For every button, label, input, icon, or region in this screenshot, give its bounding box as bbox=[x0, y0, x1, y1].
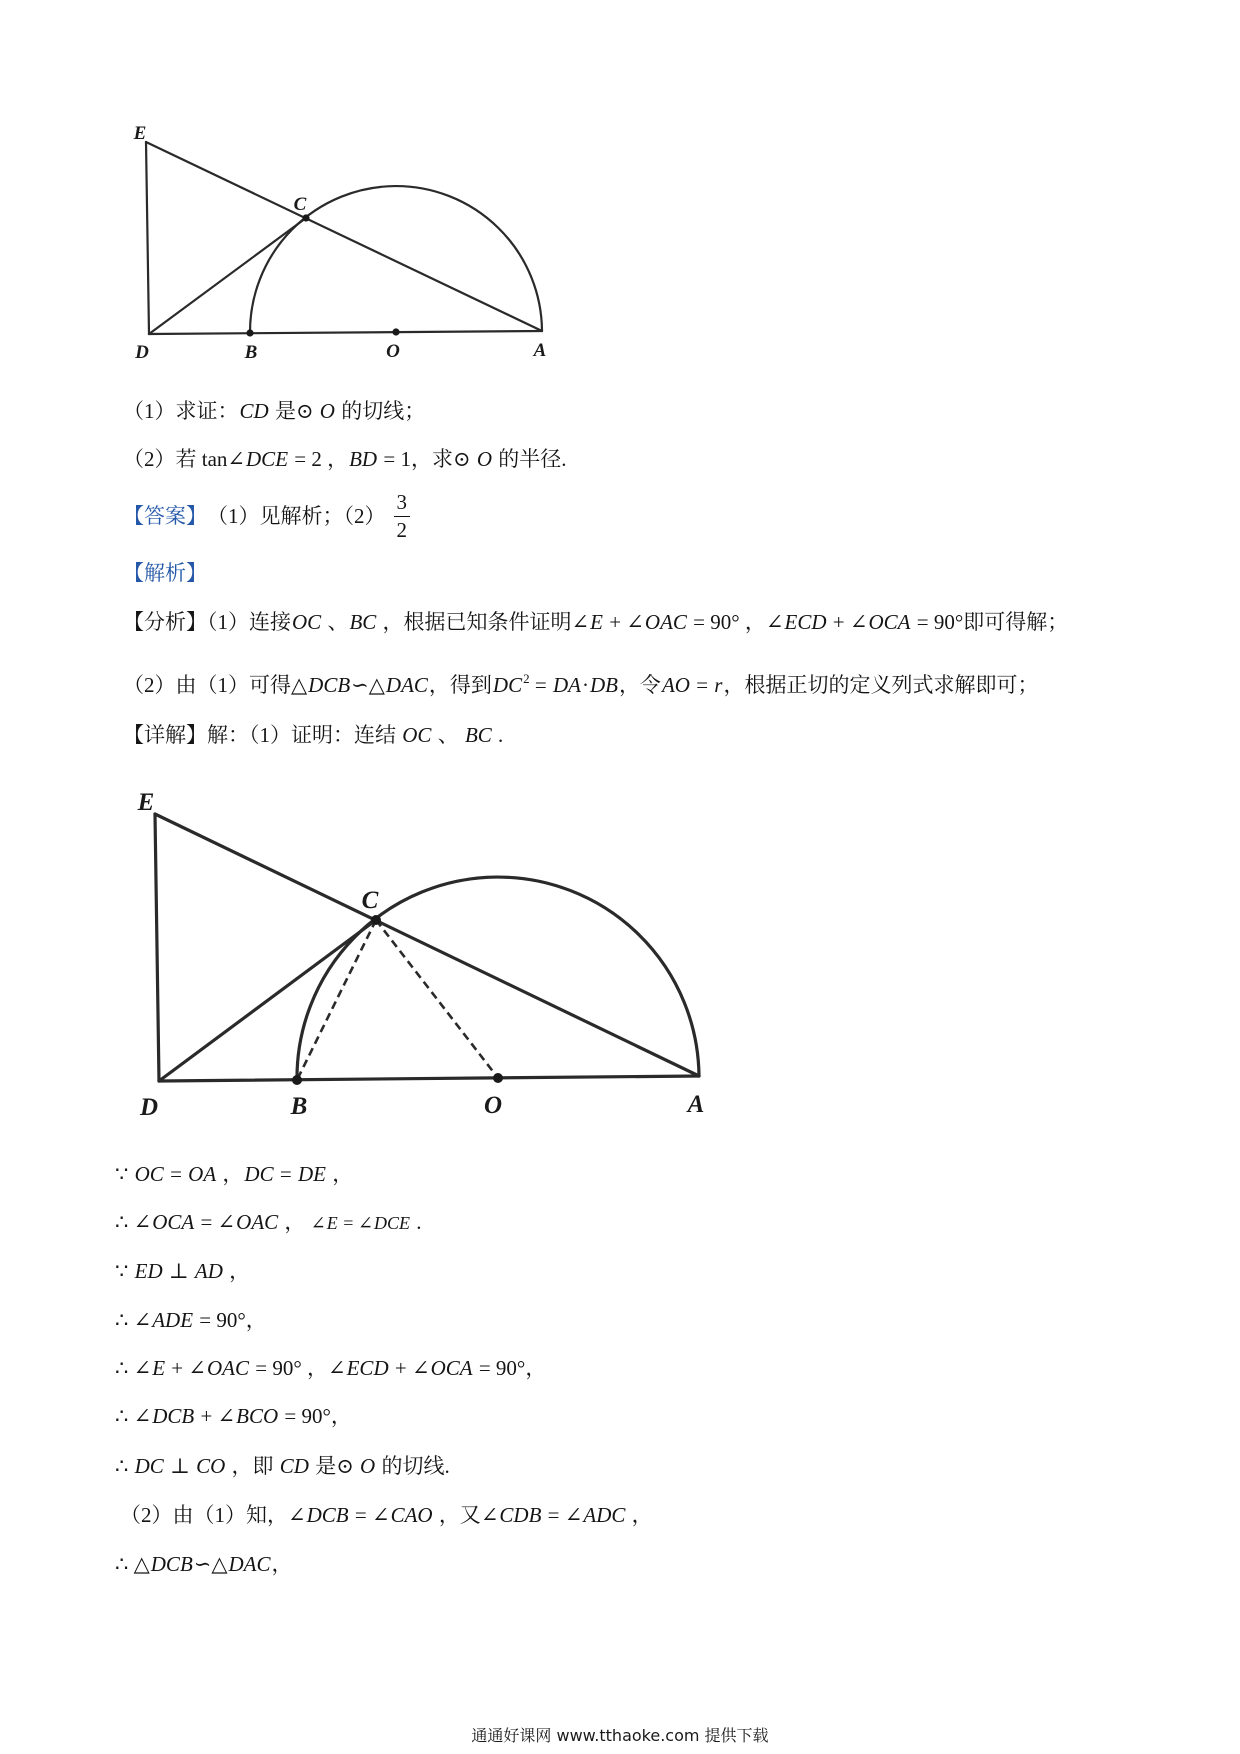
segment-ED bbox=[155, 814, 159, 1081]
segment-DC bbox=[159, 920, 376, 1081]
geometry-figure-1 bbox=[0, 0, 620, 380]
math-variable: DCB bbox=[308, 673, 351, 697]
text-segment: ， bbox=[330, 1404, 352, 1428]
text-segment: ， bbox=[626, 1503, 653, 1527]
math-symbol: = ∠ bbox=[542, 1503, 583, 1527]
math-symbol: = bbox=[690, 673, 714, 697]
point-label-D: D bbox=[139, 1094, 159, 1121]
math-variable: OAC bbox=[207, 1356, 249, 1380]
text-segment: ， bbox=[245, 1308, 267, 1332]
math-variable: DE bbox=[297, 1162, 326, 1186]
text-segment: 的半径. bbox=[492, 447, 567, 471]
proof-line bbox=[115, 1452, 450, 1480]
point-label-C: C bbox=[361, 887, 379, 914]
math-symbol: + ∠ bbox=[166, 1356, 206, 1380]
math-variable: OCA bbox=[868, 610, 911, 634]
math-symbol: = 90° bbox=[687, 610, 740, 634]
math-variable: DC bbox=[134, 1454, 164, 1478]
math-symbol: = 1 bbox=[378, 447, 411, 471]
point-label-E: E bbox=[133, 123, 147, 144]
math-variable: AO bbox=[661, 673, 690, 697]
text-segment: ，根据正切的定义列式求解即可； bbox=[723, 673, 1039, 697]
text-segment: ，令 bbox=[618, 673, 661, 697]
proof-line bbox=[115, 1354, 546, 1382]
question-part-1 bbox=[123, 397, 425, 425]
math-variable: O bbox=[354, 1454, 376, 1478]
math-variable: DCB bbox=[150, 1552, 193, 1576]
text-segment: （2）由（1）可得 bbox=[123, 673, 291, 697]
math-symbol: ∠ bbox=[480, 1503, 499, 1527]
math-variable: DC bbox=[244, 1162, 274, 1186]
segment-ED bbox=[146, 142, 149, 334]
math-symbol: = bbox=[164, 1162, 188, 1186]
dashed-segment-CB bbox=[297, 920, 376, 1080]
math-symbol: ⊥ bbox=[164, 1454, 196, 1478]
point-label-A: A bbox=[687, 1091, 705, 1118]
math-symbol: △ bbox=[291, 673, 308, 697]
math-variable: BD bbox=[349, 447, 378, 471]
text-segment: 是 bbox=[269, 399, 296, 423]
math-symbol: ∴ ∠ bbox=[115, 1210, 152, 1234]
math-symbol: ∴ ∠ bbox=[115, 1356, 152, 1380]
math-symbol: = ∠ bbox=[338, 1213, 373, 1233]
text-segment: ，即 bbox=[226, 1454, 279, 1478]
math-variable: ADE bbox=[152, 1308, 194, 1332]
math-variable: AD bbox=[194, 1259, 223, 1283]
math-symbol: tan∠ bbox=[201, 447, 246, 471]
detail-intro bbox=[123, 721, 503, 749]
math-symbol: ∠ bbox=[571, 610, 590, 634]
text-segment: 、 bbox=[322, 610, 349, 634]
answer-text: （1）见解析；（2） bbox=[207, 504, 386, 528]
math-symbol: ∵ bbox=[115, 1259, 134, 1283]
math-variable: DCE bbox=[246, 447, 289, 471]
text-segment: 是 bbox=[309, 1454, 337, 1478]
math-variable: CAO bbox=[390, 1503, 433, 1527]
math-variable: OAC bbox=[236, 1210, 279, 1234]
math-symbol: ∠ bbox=[765, 610, 784, 634]
math-variable: CD bbox=[239, 399, 269, 423]
point-C-dot bbox=[371, 915, 381, 925]
segment-EA bbox=[155, 814, 699, 1076]
math-variable: BC bbox=[464, 723, 492, 747]
text-segment: 即可得解； bbox=[963, 610, 1069, 634]
math-symbol: + ∠ bbox=[195, 1404, 236, 1428]
math-variable: DA bbox=[552, 673, 581, 697]
text-segment: ，得到 bbox=[428, 673, 492, 697]
text-segment: ， bbox=[739, 610, 766, 634]
point-B-dot bbox=[292, 1075, 302, 1085]
math-variable: E bbox=[590, 610, 603, 634]
math-symbol: = ∠ bbox=[195, 1210, 236, 1234]
text-segment: ， bbox=[525, 1356, 547, 1380]
math-variable: E bbox=[326, 1213, 338, 1233]
math-symbol: = ∠ bbox=[349, 1503, 390, 1527]
text-segment: 【分析】（1）连接 bbox=[123, 610, 291, 634]
math-symbol: + ∠ bbox=[827, 610, 868, 634]
math-symbol: ⊙ bbox=[452, 447, 471, 471]
math-variable: ADC bbox=[583, 1503, 626, 1527]
segment-DC bbox=[149, 218, 306, 334]
math-symbol: ⊙ bbox=[295, 399, 314, 423]
math-variable: OAC bbox=[644, 610, 687, 634]
segment-DA bbox=[149, 331, 542, 334]
point-label-E: E bbox=[137, 789, 155, 816]
math-variable: OC bbox=[134, 1162, 164, 1186]
math-variable: ECD bbox=[346, 1356, 389, 1380]
text-segment: ， bbox=[223, 1259, 251, 1283]
point-label-C: C bbox=[293, 194, 307, 215]
point-label-D: D bbox=[135, 342, 149, 363]
math-symbol: · bbox=[581, 673, 589, 697]
math-variable: BCO bbox=[236, 1404, 279, 1428]
math-variable: CO bbox=[196, 1454, 226, 1478]
fraction-denominator: 2 bbox=[394, 516, 411, 544]
text-segment: ，根据已知条件证明 bbox=[377, 610, 572, 634]
math-symbol: = 90° bbox=[194, 1308, 246, 1332]
text-segment: ， bbox=[271, 1552, 293, 1576]
math-variable: r bbox=[714, 673, 723, 697]
math-symbol: ∠ bbox=[328, 1356, 346, 1380]
answer-fraction bbox=[394, 489, 411, 544]
math-variable: DCB bbox=[152, 1404, 195, 1428]
analysis-line-2 bbox=[123, 665, 1038, 699]
segment-DA bbox=[159, 1076, 699, 1081]
fraction-numerator: 3 bbox=[396, 489, 407, 514]
point-C-dot bbox=[302, 214, 309, 221]
math-symbol: = 90° bbox=[911, 610, 964, 634]
math-variable: DAC bbox=[228, 1552, 271, 1576]
math-symbol: ∴ ∠ bbox=[115, 1308, 152, 1332]
point-label-B: B bbox=[290, 1093, 308, 1120]
math-symbol: = 90° bbox=[250, 1356, 302, 1380]
math-symbol: = 2 bbox=[289, 447, 322, 471]
point-O-dot bbox=[493, 1073, 503, 1083]
proof-line bbox=[115, 1306, 267, 1334]
math-variable: DB bbox=[589, 673, 618, 697]
math-symbol: = 90° bbox=[473, 1356, 526, 1380]
text-segment: ， bbox=[217, 1162, 244, 1186]
math-variable: DAC bbox=[385, 673, 428, 697]
math-symbol: + ∠ bbox=[389, 1356, 430, 1380]
math-variable: OC bbox=[292, 610, 322, 634]
geometry-figure-2 bbox=[0, 780, 760, 1140]
proof-line bbox=[120, 1501, 653, 1529]
point-B-dot bbox=[246, 329, 253, 336]
text-segment: （2）若 bbox=[123, 447, 202, 471]
text-segment: ，又 bbox=[433, 1503, 481, 1527]
math-symbol: = bbox=[529, 673, 552, 697]
math-variable: O bbox=[314, 399, 335, 423]
text-segment: 的切线. bbox=[376, 1454, 450, 1478]
segment-EA bbox=[146, 142, 542, 331]
point-label-O: O bbox=[386, 341, 400, 362]
math-symbol: ∵ bbox=[115, 1162, 134, 1186]
math-symbol: . bbox=[492, 723, 504, 747]
math-symbol: ∠ bbox=[288, 1503, 306, 1527]
math-symbol: ∴ △ bbox=[115, 1552, 150, 1576]
superscript: 2 bbox=[523, 671, 530, 686]
math-symbol: ⊙ bbox=[336, 1454, 354, 1478]
proof-line bbox=[115, 1402, 352, 1430]
dashed-segment-CO bbox=[376, 920, 498, 1078]
point-label-A: A bbox=[533, 340, 547, 361]
text-segment: ， bbox=[279, 1210, 311, 1234]
footer-source: 通通好课网 www.tthaoke.com 提供下载 bbox=[471, 1726, 769, 1745]
answer-line bbox=[123, 488, 410, 544]
math-symbol: ∽△ bbox=[351, 673, 385, 697]
text-segment: ，求 bbox=[410, 447, 453, 471]
text-segment: ， bbox=[321, 447, 349, 471]
answer-label: 【答案】 bbox=[123, 504, 207, 528]
math-variable: DC bbox=[492, 673, 523, 697]
math-symbol: . bbox=[411, 1210, 422, 1234]
text-segment: ， bbox=[301, 1356, 328, 1380]
point-label-B: B bbox=[244, 342, 258, 363]
math-symbol: ∽△ bbox=[193, 1552, 228, 1576]
proof-line bbox=[115, 1160, 353, 1188]
math-variable: E bbox=[152, 1356, 166, 1380]
math-variable: CD bbox=[279, 1454, 309, 1478]
text-segment: （1）求证： bbox=[123, 399, 239, 423]
math-symbol: ∠ bbox=[310, 1213, 326, 1233]
question-part-2 bbox=[123, 445, 566, 473]
math-variable: DCE bbox=[374, 1213, 410, 1233]
math-symbol: + ∠ bbox=[603, 610, 644, 634]
text-segment: 、 bbox=[432, 723, 464, 747]
analysis-line-1 bbox=[123, 608, 1068, 636]
proof-line bbox=[115, 1208, 422, 1237]
math-symbol: ⊥ bbox=[163, 1259, 194, 1283]
math-variable: OC bbox=[402, 723, 432, 747]
text-segment: ， bbox=[326, 1162, 354, 1186]
text-segment: （2）由（1）知， bbox=[120, 1503, 288, 1527]
math-variable: OCA bbox=[430, 1356, 473, 1380]
math-variable: CDB bbox=[499, 1503, 542, 1527]
proof-line bbox=[115, 1257, 250, 1285]
math-variable: OCA bbox=[152, 1210, 195, 1234]
math-variable: ECD bbox=[784, 610, 827, 634]
math-symbol: ∴ bbox=[115, 1454, 134, 1478]
text-segment: 【详解】解：（1）证明：连结 bbox=[123, 723, 402, 747]
math-variable: BC bbox=[349, 610, 377, 634]
solution-label: 【解析】 bbox=[123, 561, 207, 585]
text-segment: 的切线； bbox=[335, 399, 426, 423]
math-variable: OA bbox=[188, 1162, 217, 1186]
math-variable: O bbox=[471, 447, 492, 471]
point-O-dot bbox=[392, 328, 399, 335]
math-variable: ED bbox=[134, 1259, 163, 1283]
math-symbol: ∴ ∠ bbox=[115, 1404, 152, 1428]
point-label-O: O bbox=[483, 1092, 503, 1119]
math-symbol: = bbox=[274, 1162, 297, 1186]
math-variable: DCB bbox=[306, 1503, 349, 1527]
math-symbol: = 90° bbox=[279, 1404, 331, 1428]
proof-line bbox=[115, 1550, 293, 1578]
